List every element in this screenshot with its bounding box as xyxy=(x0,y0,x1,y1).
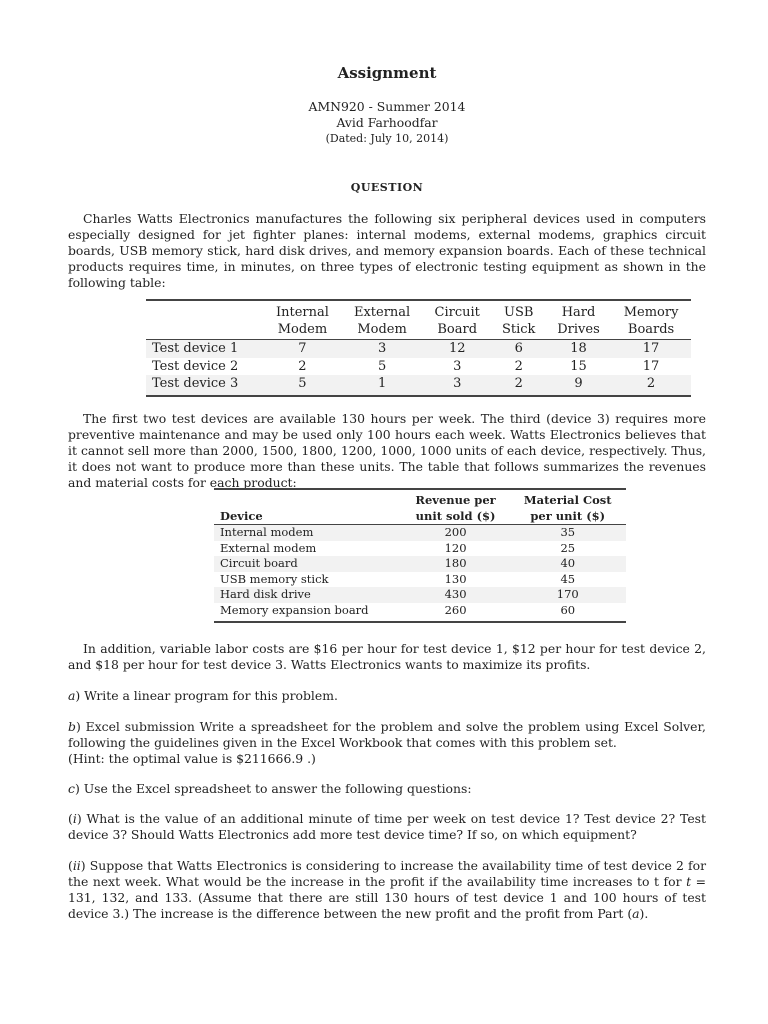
table-cell: 3 xyxy=(453,358,462,374)
part-c xyxy=(68,781,706,797)
course-line: AMN920 - Summer 2014 xyxy=(308,99,466,114)
part-ii-text-3: ). xyxy=(639,906,649,921)
table-cell: 12 xyxy=(448,341,466,356)
intro-paragraph: Charles Watts Electronics manufactures the following six peripheral devices used in computers especially designed for jet fighter planes: internal modems, external modems, graphics circuit boards, USB memory stick, hard disk drives, and memory expansion boards. Each of these technical products requires time, in minutes, on three types of electronic testing equipment as shown in the following table: xyxy=(68,211,706,290)
table-header-cell: Circuit xyxy=(423,300,492,321)
table-cell: 2 xyxy=(611,375,691,396)
table-row xyxy=(214,587,626,603)
table-header-cell: Revenue per xyxy=(402,489,510,508)
table-cell: External modem xyxy=(220,540,317,555)
table-cell: 45 xyxy=(560,571,576,586)
part-ii-text-2: = 131, 132, and 133. (Assume that there are still 130 hours of test device 1 and 100 hours of test device 3.) The increase is the difference between the new profit and the profit from Part ( xyxy=(68,874,706,921)
table-cell: 2 xyxy=(514,358,523,374)
table-header-cell: Drives xyxy=(546,321,611,340)
part-b xyxy=(68,719,706,767)
date-line: (Dated: July 10, 2014) xyxy=(325,132,449,145)
part-i-text: ) What is the value of an additional minute of time per week on test device 1? Test device 2? Test device 3? Should Watts Electronics add more test device time? If so, on which equipment? xyxy=(68,811,706,842)
table-cell: 5 xyxy=(377,358,387,374)
table-cell: Hard disk drive xyxy=(220,587,311,602)
table-cell: 3 xyxy=(377,341,387,356)
part-a-text: ) Write a linear program for this problem. xyxy=(75,688,338,703)
table-header-cell: Modem xyxy=(341,321,423,340)
table-cell: 260 xyxy=(402,603,510,622)
part-a-label: a xyxy=(68,688,76,703)
part-c-text: ) Use the Excel spreadsheet to answer the following questions: xyxy=(74,781,472,796)
author-line: Avid Farhoodfar xyxy=(336,115,438,130)
table-cell: 180 xyxy=(444,556,467,571)
table-cell: 17 xyxy=(642,358,660,374)
table-cell: 3 xyxy=(423,375,492,396)
table-header-cell: Internal xyxy=(264,300,342,321)
table-cell: 170 xyxy=(556,587,579,602)
table-header-cell: Material Cost xyxy=(510,489,626,508)
revenue-cost-table xyxy=(214,488,626,623)
table-header-cell: Board xyxy=(423,321,492,340)
table-cell: Test device 1 xyxy=(152,341,239,356)
table-cell: Memory expansion board xyxy=(214,603,402,622)
table-cell: 5 xyxy=(264,375,342,396)
table-header-cell: per unit ($) xyxy=(510,508,626,525)
table-cell: 6 xyxy=(514,341,523,356)
table-cell: 18 xyxy=(570,341,587,356)
table-header-cell: Device xyxy=(214,508,402,525)
table-row xyxy=(146,358,691,376)
table-cell: 200 xyxy=(444,525,467,539)
part-ii-ref: a xyxy=(632,906,640,921)
table-header-row xyxy=(146,300,691,321)
table-header-cell: USB xyxy=(492,300,546,321)
table-cell: Test device 3 xyxy=(146,375,264,396)
question-heading: QUESTION xyxy=(350,181,424,194)
table-header-cell xyxy=(146,321,264,340)
table-header-cell: Modem xyxy=(264,321,342,340)
table-row xyxy=(214,603,626,622)
table-header-cell: Boards xyxy=(611,321,691,340)
table-row xyxy=(146,375,691,396)
table-header-cell: Memory xyxy=(611,300,691,321)
part-c-i: (i) What is the value of an additional minute of time per week on test device 1? Test device 2? Test device 3? Should Watts Electronics add more test device time? If so, on which equipment? xyxy=(68,811,706,842)
table-header-cell: Hard xyxy=(546,300,611,321)
table-header-cell xyxy=(214,489,402,508)
part-c-label: c xyxy=(68,781,75,796)
table-cell: 35 xyxy=(560,525,576,539)
table-cell: Internal modem xyxy=(220,525,314,539)
testing-time-table xyxy=(146,299,691,397)
document-title: Assignment xyxy=(337,64,437,82)
part-ii-variable: t xyxy=(686,874,692,889)
table-cell: Circuit board xyxy=(220,556,298,571)
part-b-hint: (Hint: the optimal value is $211666.9 .) xyxy=(68,751,316,766)
table-cell: 40 xyxy=(560,556,576,571)
table-cell: USB memory stick xyxy=(220,571,329,586)
table-row xyxy=(146,340,691,358)
part-a xyxy=(68,688,706,704)
table-row xyxy=(214,541,626,557)
part-ii-text-1: ) Suppose that Watts Electronics is considering to increase the availability time of test device 2 for the next week. What would be the increase in the profit if the availability time increases to t for xyxy=(68,858,706,889)
availability-paragraph: The first two test devices are available 130 hours per week. The third (device 3) requires more preventive maintenance and may be used only 100 hours each week. Watts Electronics believes that it cannot sell more than 2000, 1500, 1800, 1200, 1000, 1000 units of each device, respectively. Thus, it does not want to produce more than these units. The table that follows summarizes the revenues and material costs for each product: xyxy=(68,411,706,490)
part-i-label: i xyxy=(72,811,77,826)
table-header-cell: unit sold ($) xyxy=(402,508,510,525)
part-c-ii: (ii) Suppose that Watts Electronics is considering to increase the availability time of test device 2 for the next week. What would be the increase in the profit if the availability time increases to t for t = 131, 132, and 133. (Assume that there are still 130 hours of test device 1 and 100 hours of test device 3.) The increase is the difference between the new profit and the profit from Part (a). xyxy=(68,858,706,921)
table-row xyxy=(214,572,626,588)
table-header-row xyxy=(146,321,691,340)
table-cell: 2 xyxy=(298,358,307,374)
table-cell: 15 xyxy=(570,358,587,374)
labor-paragraph: In addition, variable labor costs are $16 per hour for test device 1, $12 per hour for test device 2, and $18 per hour for test device 3. Watts Electronics wants to maximize its profits. xyxy=(68,641,706,672)
table-cell: 2 xyxy=(492,375,546,396)
table-header-cell xyxy=(146,300,264,321)
table-cell: Test device 2 xyxy=(152,358,239,374)
table-cell: 1 xyxy=(341,375,423,396)
table-cell: 17 xyxy=(642,341,660,356)
table-header-cell: Stick xyxy=(492,321,546,340)
table-row xyxy=(214,556,626,572)
table-cell: 9 xyxy=(546,375,611,396)
part-b-label: b xyxy=(68,719,76,734)
table-cell: 130 xyxy=(444,571,467,586)
part-ii-label: ii xyxy=(72,858,81,873)
table-cell: 25 xyxy=(560,540,576,555)
table-cell: 430 xyxy=(444,587,467,602)
table-row xyxy=(214,525,626,541)
table-cell: 60 xyxy=(510,603,626,622)
table-header-cell: External xyxy=(341,300,423,321)
table-cell: 7 xyxy=(298,341,307,356)
table-header-row xyxy=(214,489,626,508)
table-header-row xyxy=(214,508,626,525)
table-cell: 120 xyxy=(444,540,467,555)
part-b-text: ) Excel submission Write a spreadsheet for the problem and solve the problem using Excel Solver, following the guidelines given in the Excel Workbook that comes with this problem set. xyxy=(68,719,706,750)
